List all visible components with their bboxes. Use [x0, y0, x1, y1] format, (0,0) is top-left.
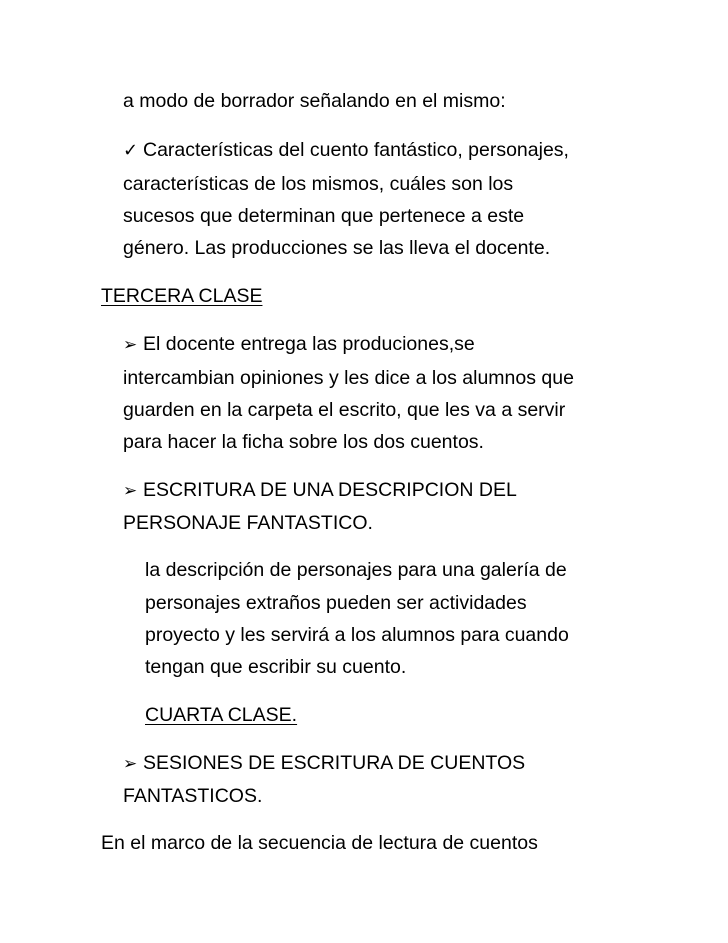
text-line: intercambian opiniones y les dice a los alumnos que — [123, 367, 574, 389]
text-line: a modo de borrador señalando en el mismo: — [123, 90, 506, 112]
text-line: para hacer la ficha sobre los dos cuentos. — [123, 431, 484, 453]
text-line: El docente entrega las produciones,se — [143, 333, 475, 355]
text-line: tengan que escribir su cuento. — [145, 656, 407, 678]
text-line: ESCRITURA DE UNA DESCRIPCION DEL — [143, 479, 517, 501]
bullet-item — [123, 331, 475, 358]
text-line: guarden en la carpeta el escrito, que les va a servir — [123, 399, 566, 421]
text-line: Características del cuento fantástico, personajes, — [143, 139, 569, 161]
text-line: características de los mismos, cuáles son los — [123, 173, 514, 195]
arrow-bullet-icon: ➢ — [123, 481, 138, 500]
section-heading: TERCERA CLASE — [101, 285, 263, 307]
arrow-bullet-icon: ➢ — [123, 335, 138, 354]
text-line: FANTASTICOS. — [123, 785, 263, 807]
bullet-item — [123, 477, 517, 504]
text-line: SESIONES DE ESCRITURA DE CUENTOS — [143, 752, 526, 774]
text-line: PERSONAJE FANTASTICO. — [123, 512, 373, 534]
bullet-item — [123, 137, 569, 163]
text-line: género. Las producciones se las lleva el docente. — [123, 237, 551, 259]
text-line: En el marco de la secuencia de lectura de cuentos — [101, 832, 538, 854]
arrow-bullet-icon: ➢ — [123, 754, 138, 773]
text-line: sucesos que determinan que pertenece a este — [123, 205, 525, 227]
check-icon: ✓ — [123, 140, 139, 160]
text-line: personajes extraños pueden ser actividades — [145, 592, 527, 614]
bullet-item — [123, 750, 525, 777]
text-line: proyecto y les servirá a los alumnos para cuando — [145, 624, 569, 646]
section-heading: CUARTA CLASE. — [145, 704, 298, 726]
text-line: la descripción de personajes para una galería de — [145, 559, 567, 581]
